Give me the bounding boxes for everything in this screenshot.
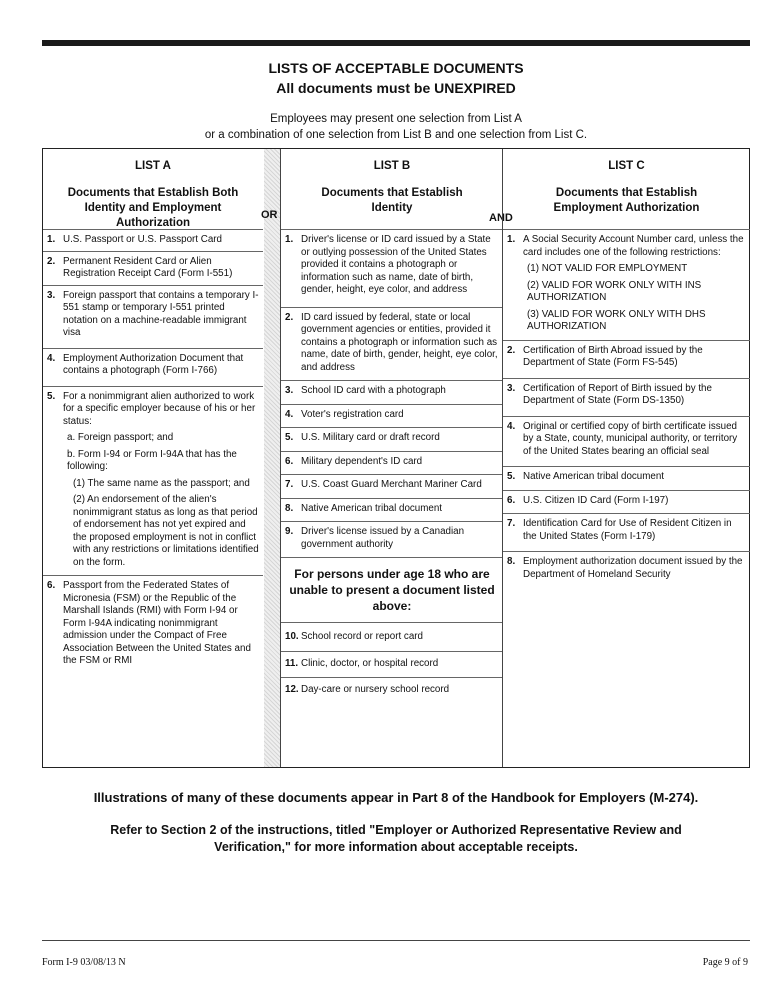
list-c-item-7: 7. Identification Card for Use of Resident Citizen in the United States (Form I-179)	[503, 513, 750, 551]
list-c-restriction-3: (3) VALID FOR WORK ONLY WITH DHS AUTHORIZATION	[527, 308, 706, 332]
list-a-header	[43, 149, 263, 229]
list-a-item-3: 3. Foreign passport that contains a temporary I-551 stamp or temporary I-551 printed notation on a machine-readable immigrant visa	[43, 285, 263, 348]
documents-table	[42, 148, 750, 768]
list-c-column	[502, 149, 750, 767]
form-id: Form I-9 03/08/13 N	[42, 957, 126, 968]
list-c-restriction-2: (2) VALID FOR WORK ONLY WITH INS AUTHORIZATION	[527, 279, 702, 303]
list-c-header	[503, 149, 750, 229]
list-b-item-2: 2. ID card issued by federal, state or local government agencies or entities, provided it contains a photograph or information such as name, date of birth, gender, height, eye color, and address	[281, 307, 503, 381]
list-b-title: LIST B	[373, 160, 411, 172]
list-a-item-5a: a. Foreign passport; and	[67, 432, 174, 443]
list-c-restriction-1: (1) NOT VALID FOR EMPLOYMENT	[527, 263, 688, 274]
list-b-item-8: 8. Native American tribal document	[281, 498, 503, 522]
list-b-item-4: 4. Voter's registration card	[281, 404, 503, 428]
list-a-item-5b2: (2) An endorsement of the alien's nonimmigrant status as long as that period of endorsement has not yet expired and the proposed employment is not in conflict with any restrictions or limitations identified on the form.	[73, 494, 259, 568]
list-b-header	[281, 149, 503, 229]
list-a-item-5b: b. Form I-94 or Form I-94A that has the following:	[67, 448, 237, 472]
list-b-subtitle: Documents that Establish Identity	[321, 187, 463, 214]
intro-text-2: or a combination of one selection from List B and one selection from List C.	[204, 129, 588, 141]
page-number: Page 9 of 9	[702, 957, 748, 968]
list-a-item-5: 5. For a nonimmigrant alien authorized to work for a specific employer because of his or her status: a. Foreign passport; and b. Form I-94 or Form I-94A that has the following: (1) The same name as the passport; and (2) An endorsement of the alien's nonimmigrant status as long as that period of endorsement has not yet expired and the proposed employment is not in conflict with any restrictions or limitations identified on the form.	[43, 386, 263, 576]
list-b-item-5: 5. U.S. Military card or draft record	[281, 427, 503, 451]
list-b-item-10: 10. School record or report card	[281, 622, 503, 651]
intro-text-1: Employees may present one selection from List A	[270, 113, 522, 125]
list-c-item-3: 3. Certification of Report of Birth issued by the Department of State (Form DS-1350)	[503, 378, 750, 416]
list-b-item-1: 1. Driver's license or ID card issued by a State or outlying possession of the United States provided it contains a photograph or information such as name, date of birth, gender, height, eye color, and address	[281, 229, 503, 307]
list-a-title: LIST A	[135, 160, 171, 172]
page-title: LISTS OF ACCEPTABLE DOCUMENTS	[268, 60, 524, 76]
list-c-item-1: 1. A Social Security Account Number card, unless the card includes one of the following restrictions: (1) NOT VALID FOR EMPLOYMENT (2) VALID FOR WORK ONLY WITH INS AUTHORIZATION (3) VALID FOR WORK ONLY WITH DHS AUTHORIZATION	[503, 229, 750, 340]
list-a-item-6: 6. Passport from the Federated States of Micronesia (FSM) or the Republic of the Marshall Islands (RMI) with Form I-94 or Form I-94A indicating nonimmigrant admission under the Compact of Free Association Between the United States and the FSM or RMI	[43, 575, 263, 672]
list-c-item-8: 8. Employment authorization document issued by the Department of Homeland Security	[503, 551, 750, 585]
under-18-note: For persons under age 18 who are unable to present a document listed above:	[281, 557, 503, 622]
handbook-note: Illustrations of many of these documents appear in Part 8 of the Handbook for Employers (M-274).	[93, 790, 699, 805]
list-c-item-5: 5. Native American tribal document	[503, 466, 750, 490]
list-b-column	[280, 149, 503, 767]
list-b-item-6: 6. Military dependent's ID card	[281, 451, 503, 475]
footer-rule	[42, 940, 750, 941]
list-c-subtitle: Documents that Establish Employment Authorization	[553, 187, 700, 214]
list-a-column	[43, 149, 263, 767]
header-rule	[42, 40, 750, 46]
list-a-subtitle: Documents that Establish Both Identity and Employment Authorization	[67, 187, 239, 229]
list-a-item-1: 1. U.S. Passport or U.S. Passport Card	[43, 229, 263, 251]
list-c-item-2: 2. Certification of Birth Abroad issued by the Department of State (Form FS-545)	[503, 340, 750, 378]
list-c-title: LIST C	[608, 160, 645, 172]
receipts-note: Refer to Section 2 of the instructions, titled "Employer or Authorized Representative Review and Verification," for more information about acceptable receipts.	[110, 823, 682, 854]
list-c-item-4: 4. Original or certified copy of birth certificate issued by a State, county, municipal authority, or territory of the United States bearing an official seal	[503, 416, 750, 467]
list-c-item-6: 6. U.S. Citizen ID Card (Form I-197)	[503, 490, 750, 514]
or-label: OR	[261, 209, 278, 221]
list-b-item-7: 7. U.S. Coast Guard Merchant Mariner Card	[281, 474, 503, 498]
list-a-item-4: 4. Employment Authorization Document that contains a photograph (Form I-766)	[43, 348, 263, 386]
and-label: AND	[489, 212, 513, 224]
or-separator-bar	[264, 149, 280, 767]
list-a-item-5b1: (1) The same name as the passport; and	[73, 477, 250, 489]
list-b-item-11: 11. Clinic, doctor, or hospital record	[281, 651, 503, 678]
list-b-item-12: 12. Day-care or nursery school record	[281, 677, 503, 701]
list-a-item-2: 2. Permanent Resident Card or Alien Registration Receipt Card (Form I-551)	[43, 251, 263, 285]
list-b-item-9: 9. Driver's license issued by a Canadian government authority	[281, 521, 503, 557]
list-b-item-3: 3. School ID card with a photograph	[281, 380, 503, 404]
page-subtitle: All documents must be UNEXPIRED	[276, 80, 516, 96]
